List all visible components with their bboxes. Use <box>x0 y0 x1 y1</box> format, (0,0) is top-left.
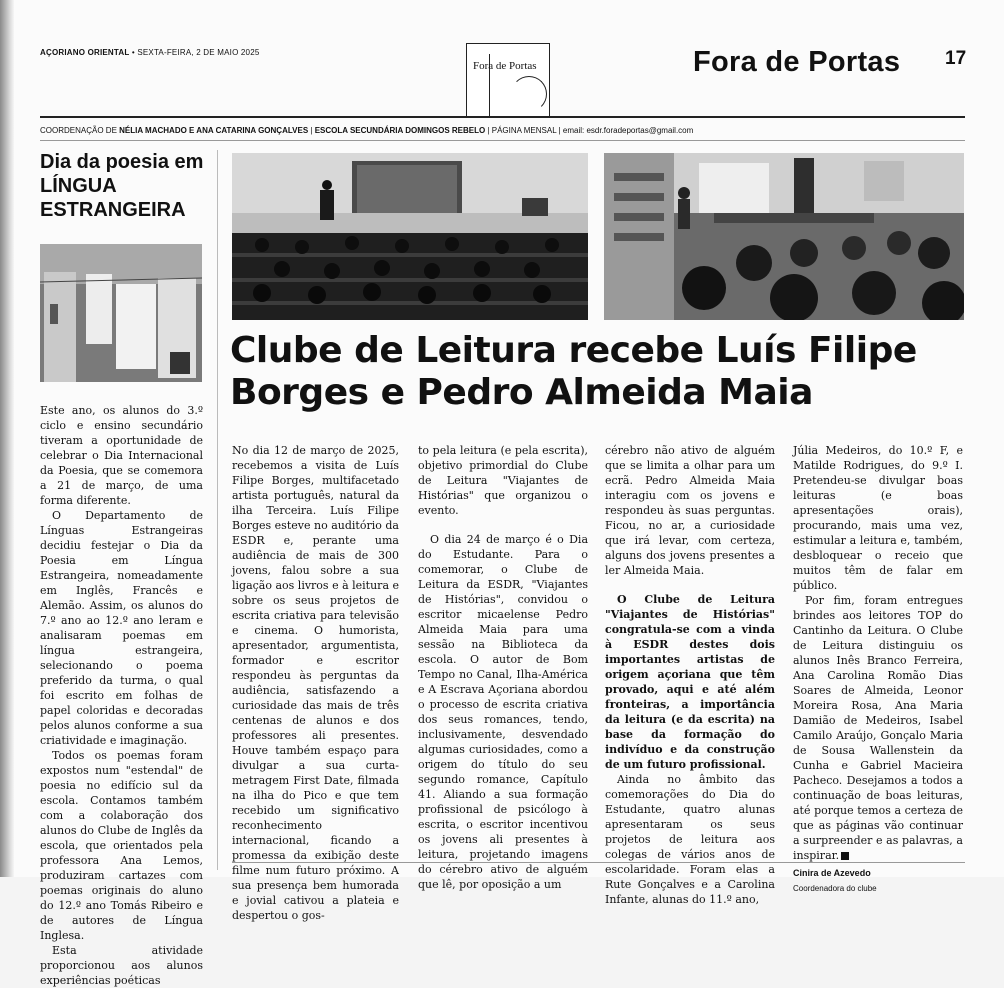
end-mark <box>841 852 849 860</box>
masthead-left <box>40 48 260 57</box>
article-column-1 <box>232 443 399 923</box>
article-column-3 <box>605 443 775 907</box>
credits-rule <box>40 140 965 141</box>
article-paragraph: No dia 12 de março de 2025, recebemos a visita de Luís Filipe Borges, multifacetado artista português, natural da ilha Terceira. Luís Filipe Borges esteve no auditório da ESDR e, perante uma audiência de mais de 300 jovens, falou sobre a sua ligação aos livros e à leitura e sobre os seus projetos de escrita criativa para televisão e cinema. O humorista, apresentador, argumentista, formador e escritor respondeu às perguntas da audiência, satisfazendo a curiosidade das mais de três centenas de alunos e dos professores ali presentes. Houve também espaço para divulgar a sua curta-metragem First Date, filmada na ilha do Pico e que tem recebido um significativo reconhecimento internacional, ficando a promessa da exibição deste filme num futuro próximo. A sua presença bem humorada e jovial cativou a plateia e despertou o gos- <box>232 444 400 922</box>
credits-school: ESCOLA SECUNDÁRIA DOMINGOS REBELO <box>314 126 486 135</box>
section-logo <box>466 43 550 117</box>
credits-prefix: COORDENAÇÃO DE <box>40 126 120 135</box>
credits-contact: | PÁGINA MENSAL | email: esdr.foradeportas@gmail.com <box>485 126 694 135</box>
section-title: Fora de Portas <box>693 46 901 78</box>
signature-name: Cinira de Azevedo <box>793 868 871 878</box>
credits-line <box>40 126 693 135</box>
article-column-2 <box>418 443 588 892</box>
article-paragraph: to pela leitura (e pela escrita), objetivo primordial do Clube de Leitura "Viajantes de Histórias" que organizou o evento. <box>418 444 588 517</box>
article-paragraph: Ainda no âmbito das comemorações do Dia do Estudante, quatro alunas apresentaram os seus projetos de leitura aos colegas de vários anos de escolaridade. Foram elas a Rute Gonçalves e a Carolina Infante, alunas do 11.º ano, <box>605 773 775 906</box>
sidebar-photo <box>40 244 202 382</box>
sidebar-text <box>40 403 203 988</box>
signature-role: Coordenadora do clube <box>793 884 877 893</box>
article-paragraph <box>793 593 963 863</box>
logo-arc <box>511 76 547 112</box>
top-rule <box>40 116 965 118</box>
sidebar-paragraph: Todos os poemas foram expostos num "estendal" de poesia no edifício sul da escola. Contamos também com a colaboração dos alunos do Clube de Inglês da escola, que orientados pela professora Ana Lemos, produziram cartazes com poemas originais do aluno do 12.º ano Tomás Ribeiro e de autores de Língua Inglesa. <box>40 749 203 942</box>
article-headline: Clube de Leitura recebe Luís Filipe Borges e Pedro Almeida Maia <box>230 330 917 413</box>
article-column-4 <box>793 443 963 896</box>
auditorium-photo <box>232 153 588 320</box>
article-paragraph: O dia 24 de março é o Dia do Estudante. Para o comemorar, o Clube de Leitura da ESDR, "Viajantes de Histórias", convidou o escritor micaelense Pedro Almeida Maia para uma sessão na Biblioteca da escola. O autor de Bom Tempo no Canal, Ilha-América e A Escrava Açoriana abordou o processo de escrita criativa dos seus romances, tendo, inclusivamente, desvendado algumas curiosidades, como a origem do título do seu segundo romance, Capítulo 41. Aliando a sua formação profissional de psicólogo à escrita, o escritor incentivou os jovens ali presentes à leitura, projetando imagens do cérebro ativo de alguém que lê, por oposição a um <box>418 533 588 891</box>
sidebar-paragraph: Esta atividade proporcionou aos alunos experiências poéticas <box>40 944 203 987</box>
credits-coordinators: NÉLIA MACHADO E ANA CATARINA GONÇALVES <box>119 126 309 135</box>
sidebar-paragraph: O Departamento de Línguas Estrangeiras decidiu festejar o Dia da Poesia em Língua Estrangeira, nomeadamente em Inglês, Francês e Alemão. Assim, os alunos do 7.º ano ao 12.º ano leram e analisaram poemas em língua estrangeira, selecionando o poema preferido da turma, o qual foi escrito em folhas de papel coloridas e decoradas pelos alunos conforme a sua criatividade e imaginação. <box>40 509 203 747</box>
issue-date: • SEXTA-FEIRA, 2 DE MAIO 2025 <box>129 48 260 57</box>
library-photo <box>604 153 964 320</box>
sidebar-title: Dia da poesia em LÍNGUA ESTRANGEIRA <box>40 151 204 221</box>
credits-separator: | <box>308 126 315 135</box>
page-number: 17 <box>945 48 967 69</box>
bottom-rule <box>232 862 965 863</box>
logo-text: Fora de Portas <box>473 60 537 72</box>
article-highlight: O Clube de Leitura "Viajantes de Histórias" congratula-se com a vinda à ESDR destes dois importantes artistas de origem açoriana que têm provado, aqui e até além fronteiras, a importância da leitura (e da escrita) na base da formação do indivíduo e da construção de um futuro profissional. <box>605 593 775 771</box>
sidebar-paragraph: Este ano, os alunos do 3.º ciclo e ensino secundário tiveram a oportunidade de celebrar o Dia Internacional da Poesia, que se comemora a 21 de março, de uma forma diferente. <box>40 404 203 507</box>
page-spine <box>0 0 14 877</box>
paper-name: AÇORIANO ORIENTAL <box>40 48 130 57</box>
article-paragraph: Júlia Medeiros, do 10.º F, e Matilde Rodrigues, do 9.º I. Pretendeu-se divulgar boas leituras (e boas apresentações orais), procurando, mais uma vez, estimular a leitura e, também, desbloquear o receio que muitos têm de falar em público. <box>793 444 963 592</box>
article-closing-text: Por fim, foram entregues brindes aos leitores TOP do Cantinho da Leitura. O Clube de Leitura distinguiu os alunos Inês Branco Ferreira, Ana Carolina Romão Dias Soares de Almeida, Leonor Moreira Rosa, Ana Maria Damião de Medeiros, Isabel Camilo Araújo, Gonçalo Maria de Sousa Wallenstein da Cunha e Gabriel Macieira Pacheco. Desejamos a todos a continuação de boas leituras, até porque temos a certeza de que as páginas vão continuar a surpreender e as palavras, a inspirar. <box>793 594 963 862</box>
column-divider <box>217 150 218 870</box>
article-paragraph: cérebro não ativo de alguém que se limita a olhar para um ecrã. Pedro Almeida Maia interagiu com os jovens e respondeu às suas perguntas. Ficou, no ar, a curiosidade que irá levar, com certeza, alguns dos jovens presentes a ler Almeida Maia. <box>605 444 775 577</box>
